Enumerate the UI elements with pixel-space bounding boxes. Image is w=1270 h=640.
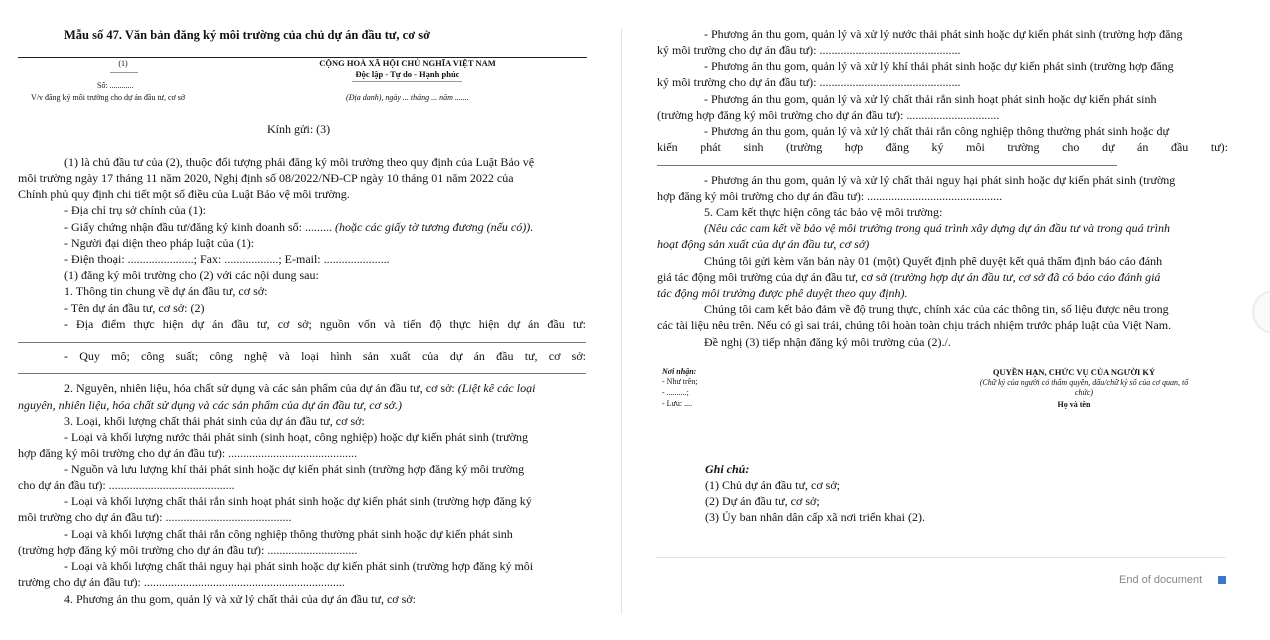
body-line [657, 270, 1160, 284]
motto-underline [352, 81, 462, 82]
signer-name: Họ và tên [1057, 400, 1091, 409]
body-line: (trường hợp đăng ký môi trường cho dự án đầu tư): .............................. [18, 543, 358, 557]
body-line: - Phương án thu gom, quản lý và xử lý nước thải phát sinh hoặc dự kiến phát sinh (trường hợp đăng [704, 27, 1183, 41]
doc-subject: V/v đăng ký môi trường cho dự án đầu tư, cơ sở [31, 93, 186, 102]
recipient-item: - ..........; [662, 388, 689, 397]
body-line: (Nêu các cam kết về bảo vệ môi trường trong quá trình xây dựng dự án đầu tư và trong quá trình [704, 221, 1170, 235]
body-line: - Quy mô; công suất; công nghệ và loại hình sản xuất của dự án đầu tư, cơ sở: [64, 349, 586, 363]
body-line: hợp đăng ký môi trường cho dự án đầu tư): ........................................... [18, 446, 358, 460]
body-text-italic: (trường hợp dự án đầu tư, cơ sở đã có báo cáo đánh giá [889, 270, 1161, 284]
body-line: ký môi trường cho dự án đầu tư): ............................................... [657, 43, 961, 57]
body-line: hoạt động sản xuất của dự án đầu tư, cơ sở) [657, 237, 870, 251]
body-line: Chính phủ quy định chi tiết một số điều của Luật Bảo vệ môi trường. [18, 187, 350, 201]
body-line: - Tên dự án đầu tư, cơ sở: (2) [64, 301, 205, 315]
signature-note: (Chữ ký của người có thẩm quyền, dấu/chữ ký số của cơ quan, tổ [979, 378, 1189, 387]
body-text: 2. Nguyên, nhiên liệu, hóa chất sử dụng và các sản phẩm của dự án đầu tư, cơ sở: [64, 381, 455, 395]
body-line: - Loại và khối lượng nước thải phát sinh (sinh hoạt, công nghiệp) hoặc dự kiến phát sinh (trường [64, 430, 528, 444]
body-line: - Người đại diện theo pháp luật của (1): [64, 236, 255, 250]
dotted-fill-line [18, 373, 586, 374]
signer-authority: QUYỀN HẠN, CHỨC VỤ CỦA NGƯỜI KÝ [992, 367, 1156, 377]
motto: Độc lập - Tự do - Hạnh phúc [355, 69, 460, 79]
page-divider [621, 28, 622, 614]
body-line: (1) là chủ đầu tư của (2), thuộc đối tượng phải đăng ký môi trường theo quy định của Luật Bảo vệ [64, 155, 535, 169]
body-line: hợp đăng ký môi trường cho dự án đầu tư): ............................................. [657, 189, 1003, 203]
org-code: (1) [118, 59, 128, 68]
note-item: (2) Dự án đầu tư, cơ sở; [705, 494, 820, 508]
body-line: 4. Phương án thu gom, quản lý và xử lý chất thải của dự án đầu tư, cơ sở: [64, 592, 416, 606]
next-page-button[interactable] [1252, 290, 1270, 334]
place-date: (Địa danh), ngày ... tháng ... năm ....... [346, 93, 469, 102]
body-line: - Phương án thu gom, quản lý và xử lý chất thải rắn sinh hoạt phát sinh hoặc dự kiến phát sinh [704, 92, 1157, 106]
notes-label: Ghi chú: [705, 462, 750, 476]
form-title: Mẫu số 47. Văn bản đăng ký môi trường của chủ dự án đầu tư, cơ sở [64, 28, 431, 42]
body-line: 5. Cam kết thực hiện công tác bảo vệ môi trường: [704, 205, 943, 219]
body-line: ký môi trường cho dự án đầu tư): ............................................... [657, 75, 961, 89]
body-line [64, 381, 535, 395]
body-line: - Phương án thu gom, quản lý và xử lý chất thải nguy hại phát sinh hoặc dự kiến phát sinh (trường [704, 173, 1176, 187]
body-line: - Phương án thu gom, quản lý và xử lý khí thải phát sinh hoặc dự kiến phát sinh (trường hợp đăng [704, 59, 1174, 73]
body-line: - Loại và khối lượng chất thải rắn sinh hoạt phát sinh hoặc dự kiến phát sinh (trường hợp đăng ký [64, 494, 532, 508]
body-text: - Giấy chứng nhận đầu tư/đăng ký kinh doanh số: ......... [64, 220, 332, 234]
doc-number: Số: ............ [97, 81, 134, 90]
end-marker-icon [1218, 576, 1226, 584]
body-line: - Địa chỉ trụ sở chính của (1): [64, 203, 206, 217]
body-line: Đề nghị (3) tiếp nhận đăng ký môi trường của (2)./. [704, 335, 951, 349]
recipients-label: Nơi nhận: [662, 367, 697, 376]
body-line: các tài liệu nêu trên. Nếu có gì sai trái, chúng tôi hoàn toàn chịu trách nhiệm trước pháp luật của Việt Nam. [657, 318, 1172, 332]
body-line: môi trường ngày 17 tháng 11 năm 2020, Nghị định số 08/2022/NĐ-CP ngày 10 tháng 01 năm 2022 của [18, 171, 514, 185]
body-text-italic: (Liệt kê các loại [457, 381, 536, 395]
body-line: kiến phát sinh (trường hợp đăng ký môi trường cho dự án đầu tư): [657, 140, 1228, 154]
body-line: nguyên, nhiên liệu, hóa chất sử dụng và các sản phẩm của dự án đầu tư, cơ sở.) [18, 398, 403, 412]
body-line: Chúng tôi cam kết bảo đảm về độ trung thực, chính xác của các thông tin, số liệu được nêu trong [704, 302, 1169, 316]
body-text: giá tác động môi trường của dự án đầu tư, cơ sở [657, 270, 887, 284]
nation-header: CỘNG HOÀ XÃ HỘI CHỦ NGHĨA VIỆT NAM [319, 58, 496, 68]
footer-rule [656, 557, 1226, 558]
body-line: cho dự án đầu tư): .......................................... [18, 478, 235, 492]
note-item: (1) Chủ dự án đầu tư, cơ sở; [705, 478, 841, 492]
note-item: (3) Ủy ban nhân dân cấp xã nơi triển khai (2). [705, 510, 925, 524]
body-line: 3. Loại, khối lượng chất thải phát sinh của dự án đầu tư, cơ sở: [64, 414, 365, 428]
dotted-fill-line [18, 342, 586, 343]
body-line: - Loại và khối lượng chất thải rắn công nghiệp thông thường phát sinh hoặc dự kiến phát sinh [64, 527, 513, 541]
body-line: - Điện thoại: ......................; Fax: ..................; E-mail: ...................... [64, 252, 390, 266]
org-underline [110, 72, 138, 73]
document-page-right [624, 0, 1240, 640]
body-line: (1) đăng ký môi trường cho (2) với các nội dung sau: [64, 268, 319, 282]
body-line: - Phương án thu gom, quản lý và xử lý chất thải rắn công nghiệp thông thường phát sinh hoặc dự [704, 124, 1169, 138]
recipient-line: Kính gửi: (3) [267, 122, 331, 136]
end-of-document-label: End of document [1119, 574, 1203, 586]
body-line: - Nguồn và lưu lượng khí thải phát sinh hoặc dự kiến phát sinh (trường hợp đăng ký môi trường [64, 462, 525, 476]
body-line [64, 220, 533, 234]
body-text-italic: (hoặc các giấy tờ tương đương (nếu có)). [334, 220, 534, 234]
body-line: tác động môi trường được phê duyệt theo quy định). [657, 286, 908, 300]
signature-note: chức) [1074, 388, 1094, 397]
body-line: - Địa điểm thực hiện dự án đầu tư, cơ sở; nguồn vốn và tiến độ thực hiện dự án đầu tư: [64, 317, 586, 331]
recipient-item: - Như trên; [662, 377, 698, 386]
body-line: môi trường cho dự án đầu tư): .......................................... [18, 510, 292, 524]
body-line: Chúng tôi gửi kèm văn bản này 01 (một) Quyết định phê duyệt kết quả thẩm định báo cáo đánh [704, 254, 1163, 268]
document-page-left [0, 0, 610, 640]
body-line: 1. Thông tin chung về dự án đầu tư, cơ sở: [64, 284, 268, 298]
dotted-fill-line [657, 165, 1117, 166]
recipient-item: - Lưu: .... [662, 399, 693, 408]
body-line: trường cho dự án đầu tư): ................................................................... [18, 575, 345, 589]
body-line: - Loại và khối lượng chất thải nguy hại phát sinh hoặc dự kiến phát sinh (trường hợp đăng ký môi [64, 559, 534, 573]
body-line: (trường hợp đăng ký môi trường cho dự án đầu tư): ............................... [657, 108, 1000, 122]
